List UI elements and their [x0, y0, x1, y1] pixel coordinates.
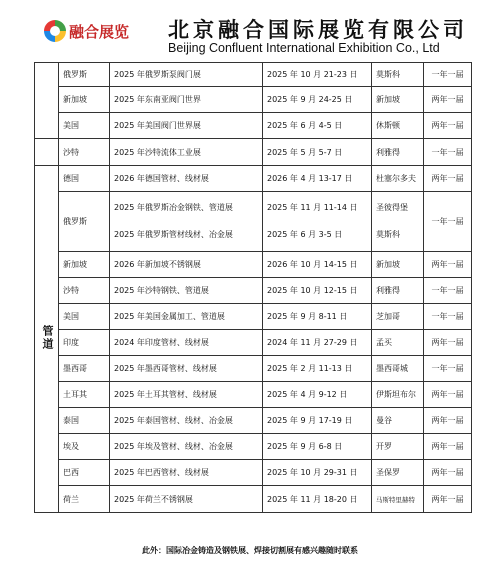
exhibition-name-cell: 2025 年沙特钢铁、管道展: [110, 278, 263, 304]
table-row: [35, 382, 472, 408]
exhibition-city: 圣彼得堡: [376, 203, 408, 212]
company-name-en: Beijing Confluent International Exhibition Co., Ltd: [168, 41, 440, 55]
frequency-cell: 两年一届: [424, 87, 472, 113]
table-row: [35, 166, 472, 192]
category-cell: [35, 139, 59, 166]
table-row: [35, 408, 472, 434]
frequency-cell: 两年一届: [424, 486, 472, 513]
exhibition-date: 2025 年 11 月 11-14 日: [267, 203, 358, 212]
country-cell: 美国: [59, 113, 110, 139]
frequency-cell: 一年一届: [424, 63, 472, 87]
table-row: [35, 486, 472, 513]
exhibition-city-cell: 新加坡: [372, 252, 424, 278]
exhibition-date-cell: 2025 年 4 月 9-12 日: [263, 382, 372, 408]
frequency-cell: 两年一届: [424, 434, 472, 460]
frequency-cell: 两年一届: [424, 382, 472, 408]
table-row: [35, 139, 472, 166]
exhibition-name-cell: 2025 年埃及管材、线材、冶金展: [110, 434, 263, 460]
exhibition-city-cell: [372, 192, 424, 252]
exhibition-date-cell: 2025 年 10 月 29-31 日: [263, 460, 372, 486]
exhibition-name-cell: 2024 年印度管材、线材展: [110, 330, 263, 356]
country-cell: 俄罗斯: [59, 63, 110, 87]
exhibition-date-cell: 2025 年 9 月 8-11 日: [263, 304, 372, 330]
exhibition-date-cell: 2025 年 10 月 12-15 日: [263, 278, 372, 304]
exhibition-name: 2025 年俄罗斯冶金钢铁、管道展: [114, 203, 233, 212]
country-cell: 荷兰: [59, 486, 110, 513]
frequency-cell: 一年一届: [424, 192, 472, 252]
footer-note: 此外：国际冶金铸造及钢铁展、焊接切割展有感兴趣随时联系: [142, 546, 358, 555]
country-cell: 新加坡: [59, 252, 110, 278]
frequency-cell: 两年一届: [424, 166, 472, 192]
exhibition-name-cell: 2025 年泰国管材、线材、冶金展: [110, 408, 263, 434]
exhibition-city: 莫斯科: [376, 230, 400, 239]
company-name-cn: 北京融合国际展览有限公司: [168, 17, 468, 42]
exhibition-date-cell: 2025 年 9 月 6-8 日: [263, 434, 372, 460]
exhibition-date-cell: 2025 年 2 月 11-13 日: [263, 356, 372, 382]
country-cell: 土耳其: [59, 382, 110, 408]
exhibition-city-cell: 杜塞尔多夫: [372, 166, 424, 192]
table-row: [35, 330, 472, 356]
exhibition-city-cell: 开罗: [372, 434, 424, 460]
exhibition-name-cell: 2025 年俄罗斯泵阀门展: [110, 63, 263, 87]
exhibition-date-cell: [263, 192, 372, 252]
country-cell: 俄罗斯: [59, 192, 110, 252]
country-cell: 沙特: [59, 278, 110, 304]
exhibition-city-cell: 孟买: [372, 330, 424, 356]
exhibition-date-cell: 2026 年 4 月 13-17 日: [263, 166, 372, 192]
exhibition-city-cell: 利雅得: [372, 139, 424, 166]
exhibition-date-cell: 2025 年 9 月 24-25 日: [263, 87, 372, 113]
table-row: [35, 113, 472, 139]
exhibition-name-cell: 2025 年荷兰不锈钢展: [110, 486, 263, 513]
frequency-cell: 两年一届: [424, 113, 472, 139]
category-cell: [35, 63, 59, 139]
exhibition-date-cell: 2024 年 11 月 27-29 日: [263, 330, 372, 356]
exhibition-city-cell: 芝加哥: [372, 304, 424, 330]
country-cell: 印度: [59, 330, 110, 356]
exhibition-name-cell: [110, 192, 263, 252]
exhibition-name-cell: 2026 年新加坡不锈钢展: [110, 252, 263, 278]
frequency-cell: 两年一届: [424, 252, 472, 278]
table-row: [35, 356, 472, 382]
exhibition-city-cell: 伊斯坦布尔: [372, 382, 424, 408]
exhibition-name-cell: 2025 年土耳其管材、线材展: [110, 382, 263, 408]
category-label: 管道: [41, 325, 54, 351]
frequency-cell: 一年一届: [424, 278, 472, 304]
table-row: [35, 304, 472, 330]
exhibition-date: 2025 年 6 月 3-5 日: [267, 230, 343, 239]
exhibition-city-cell: 墨西哥城: [372, 356, 424, 382]
exhibition-city-cell: 新加坡: [372, 87, 424, 113]
exhibition-name-cell: 2026 年德国管材、线材展: [110, 166, 263, 192]
exhibition-date-cell: 2025 年 11 月 18-20 日: [263, 486, 372, 513]
exhibition-name-cell: 2025 年巴西管材、线材展: [110, 460, 263, 486]
exhibition-name-cell: 2025 年沙特流体工业展: [110, 139, 263, 166]
exhibition-table: [34, 62, 472, 513]
exhibition-city-cell: 莫斯科: [372, 63, 424, 87]
country-cell: 德国: [59, 166, 110, 192]
exhibition-city-cell: 利雅得: [372, 278, 424, 304]
frequency-cell: 两年一届: [424, 330, 472, 356]
category-cell: [35, 166, 59, 513]
company-logo: [44, 20, 129, 42]
page-header: [0, 0, 500, 62]
country-cell: 新加坡: [59, 87, 110, 113]
table-row: [35, 192, 472, 252]
country-cell: 墨西哥: [59, 356, 110, 382]
exhibition-name-cell: 2025 年美国金属加工、管道展: [110, 304, 263, 330]
table-row: [35, 434, 472, 460]
country-cell: 美国: [59, 304, 110, 330]
table-row: [35, 63, 472, 87]
frequency-cell: 一年一届: [424, 304, 472, 330]
exhibition-date-cell: 2025 年 9 月 17-19 日: [263, 408, 372, 434]
country-cell: 埃及: [59, 434, 110, 460]
country-cell: 巴西: [59, 460, 110, 486]
logo-mark-icon: [44, 20, 66, 42]
table-row: [35, 460, 472, 486]
exhibition-city-cell: 休斯顿: [372, 113, 424, 139]
country-cell: 泰国: [59, 408, 110, 434]
exhibition-date-cell: 2025 年 6 月 4-5 日: [263, 113, 372, 139]
exhibition-date-cell: 2026 年 10 月 14-15 日: [263, 252, 372, 278]
frequency-cell: 两年一届: [424, 460, 472, 486]
logo-text: 融合展览: [69, 22, 130, 41]
exhibition-name-cell: 2025 年墨西哥管材、线材展: [110, 356, 263, 382]
exhibition-name-cell: 2025 年美国阀门世界展: [110, 113, 263, 139]
frequency-cell: 一年一届: [424, 356, 472, 382]
country-cell: 沙特: [59, 139, 110, 166]
exhibition-date-cell: 2025 年 10 月 21-23 日: [263, 63, 372, 87]
exhibition-city-cell: 马斯特里赫特: [372, 486, 424, 513]
exhibition-name: 2025 年俄罗斯管材线材、冶金展: [114, 230, 233, 239]
exhibition-city-cell: 曼谷: [372, 408, 424, 434]
table-row: [35, 87, 472, 113]
table-row: [35, 252, 472, 278]
table-row: [35, 278, 472, 304]
exhibition-name-cell: 2025 年东南亚阀门世界: [110, 87, 263, 113]
frequency-cell: 一年一届: [424, 139, 472, 166]
exhibition-date-cell: 2025 年 5 月 5-7 日: [263, 139, 372, 166]
frequency-cell: 两年一届: [424, 408, 472, 434]
exhibition-city-cell: 圣保罗: [372, 460, 424, 486]
